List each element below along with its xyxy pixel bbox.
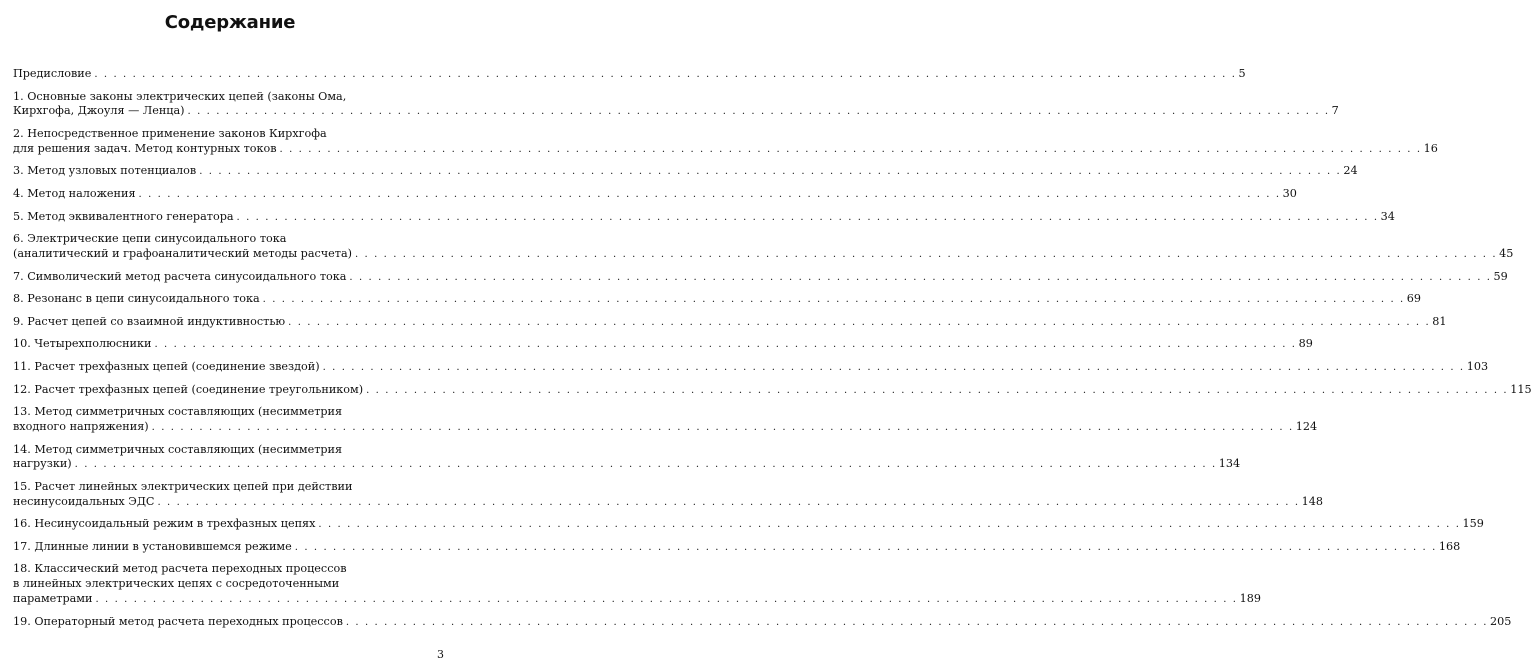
toc-entry-page: 103 <box>1466 359 1489 373</box>
dot-leader: . . . . . . . . . . . . . . . . . . . . . . . . . . . . . . . . . . . . . . . . . . . . . . . . . . . . . . . . . . . . . . . . . . . . . . . . . . . . . . . . . . . . . . . . . . . . . . . . . . . . . . . . . . . . . . . . . . . . . . . . <box>366 384 1509 396</box>
toc-entry-page: 159 <box>1462 517 1484 531</box>
toc-entry-title-line: 13. Метод симметричных составляющих (несимметрия <box>13 405 343 419</box>
toc-entry-title-line: 17. Длинные линии в установившемся режиме <box>13 539 292 553</box>
toc-entry[interactable] <box>13 232 1514 263</box>
dot-leader: . . . . . . . . . . . . . . . . . . . . . . . . . . . . . . . . . . . . . . . . . . . . . . . . . . . . . . . . . . . . . . . . . . . . . . . . . . . . . . . . . . . . . . . . . . . . . . . . . . . . . . . . . . . . . . . . . . . . . . . . <box>95 594 1238 606</box>
toc-entry[interactable] <box>13 269 1508 286</box>
toc-entry-page: 5 <box>1238 67 1246 80</box>
toc-entry-title-line: 3. Метод узловых потенциалов <box>13 164 197 178</box>
dot-leader: . . . . . . . . . . . . . . . . . . . . . . . . . . . . . . . . . . . . . . . . . . . . . . . . . . . . . . . . . . . . . . . . . . . . . . . . . . . . . . . . . . . . . . . . . . . . . . . . . . . . . . . . . . . . . . . . . . . . . . . . <box>74 459 1217 471</box>
toc-entry[interactable] <box>13 292 1422 308</box>
toc-entry-title-line: 19. Операторный метод расчета переходных процессов <box>13 614 343 628</box>
dot-leader: . . . . . . . . . . . . . . . . . . . . . . . . . . . . . . . . . . . . . . . . . . . . . . . . . . . . . . . . . . . . . . . . . . . . . . . . . . . . . . . . . . . . . . . . . . . . . . . . . . . . . . . . . . . . . . . . . . . . . . . . <box>157 496 1300 508</box>
toc-entry[interactable] <box>13 359 1489 376</box>
toc-entry-page: 59 <box>1493 269 1508 283</box>
toc-entry-title-line: параметрами <box>13 592 93 606</box>
toc-entry-page: 189 <box>1239 592 1261 606</box>
toc-entry-title-line: 2. Непосредственное применение законов Кирхгофа <box>13 126 327 140</box>
toc-entry[interactable] <box>13 405 1318 436</box>
toc-entry-page: 205 <box>1490 614 1512 628</box>
toc-entry-title-line: 18. Классический метод расчета переходных процессов <box>13 562 347 576</box>
toc-entry[interactable] <box>13 442 1241 474</box>
toc-entry-page: 134 <box>1218 457 1241 471</box>
dot-leader: . . . . . . . . . . . . . . . . . . . . . . . . . . . . . . . . . . . . . . . . . . . . . . . . . . . . . . . . . . . . . . . . . . . . . . . . . . . . . . . . . . . . . . . . . . . . . . . . . . . . . . . . . . . . . . . . . . . . . . . . <box>345 616 1488 628</box>
toc-entry-title-line: 4. Метод наложения <box>13 186 136 200</box>
dot-leader: . . . . . . . . . . . . . . . . . . . . . . . . . . . . . . . . . . . . . . . . . . . . . . . . . . . . . . . . . . . . . . . . . . . . . . . . . . . . . . . . . . . . . . . . . . . . . . . . . . . . . . . . . . . . . . . . . . . . . . . . <box>318 519 1461 531</box>
dot-leader: . . . . . . . . . . . . . . . . . . . . . . . . . . . . . . . . . . . . . . . . . . . . . . . . . . . . . . . . . . . . . . . . . . . . . . . . . . . . . . . . . . . . . . . . . . . . . . . . . . . . . . . . . . . . . . . . . . . . . . . . <box>279 143 1422 155</box>
dot-leader: . . . . . . . . . . . . . . . . . . . . . . . . . . . . . . . . . . . . . . . . . . . . . . . . . . . . . . . . . . . . . . . . . . . . . . . . . . . . . . . . . . . . . . . . . . . . . . . . . . . . . . . . . . . . . . . . . . . . . . . . <box>262 294 1405 306</box>
toc-entry-title-line: 9. Расчет цепей со взаимной индуктивностью <box>13 314 286 328</box>
page-number: 3 <box>437 648 444 661</box>
toc-entry-page: 16 <box>1423 141 1438 155</box>
toc-entry-title-line: несинусоидальных ЭДС <box>13 494 155 508</box>
dot-leader: . . . . . . . . . . . . . . . . . . . . . . . . . . . . . . . . . . . . . . . . . . . . . . . . . . . . . . . . . . . . . . . . . . . . . . . . . . . . . . . . . . . . . . . . . . . . . . . . . . . . . . . . . . . . . . . . . . . . . . . . <box>288 316 1431 328</box>
toc-entry[interactable] <box>13 382 1532 399</box>
toc-entry-title-line: 10. Четырехполюсники <box>13 337 152 351</box>
dot-leader: . . . . . . . . . . . . . . . . . . . . . . . . . . . . . . . . . . . . . . . . . . . . . . . . . . . . . . . . . . . . . . . . . . . . . . . . . . . . . . . . . . . . . . . . . . . . . . . . . . . . . . . . . . . . . . . . . . . . . . . . <box>236 211 1379 223</box>
dot-leader: . . . . . . . . . . . . . . . . . . . . . . . . . . . . . . . . . . . . . . . . . . . . . . . . . . . . . . . . . . . . . . . . . . . . . . . . . . . . . . . . . . . . . . . . . . . . . . . . . . . . . . . . . . . . . . . . . . . . . . . . <box>94 69 1237 80</box>
toc-entry-title-line: 14. Метод симметричных составляющих (несимметрия <box>13 442 343 456</box>
toc-entry-title-line: Предисловие <box>13 67 92 80</box>
dot-leader: . . . . . . . . . . . . . . . . . . . . . . . . . . . . . . . . . . . . . . . . . . . . . . . . . . . . . . . . . . . . . . . . . . . . . . . . . . . . . . . . . . . . . . . . . . . . . . . . . . . . . . . . . . . . . . . . . . . . . . . . <box>294 541 1437 553</box>
dot-leader: . . . . . . . . . . . . . . . . . . . . . . . . . . . . . . . . . . . . . . . . . . . . . . . . . . . . . . . . . . . . . . . . . . . . . . . . . . . . . . . . . . . . . . . . . . . . . . . . . . . . . . . . . . . . . . . . . . . . . . . . <box>187 106 1330 118</box>
toc-entry-title-line: (аналитический и графоаналитический методы расчета) <box>13 246 352 260</box>
page-title: Содержание <box>164 12 296 33</box>
dot-leader: . . . . . . . . . . . . . . . . . . . . . . . . . . . . . . . . . . . . . . . . . . . . . . . . . . . . . . . . . . . . . . . . . . . . . . . . . . . . . . . . . . . . . . . . . . . . . . . . . . . . . . . . . . . . . . . . . . . . . . . . <box>138 188 1281 200</box>
toc-entry-page: 168 <box>1438 539 1461 553</box>
toc-entry-title-line: Кирхгофа, Джоуля — Ленца) <box>13 104 185 118</box>
toc-entry-title-line: для решения задач. Метод контурных токов <box>13 141 277 155</box>
dot-leader: . . . . . . . . . . . . . . . . . . . . . . . . . . . . . . . . . . . . . . . . . . . . . . . . . . . . . . . . . . . . . . . . . . . . . . . . . . . . . . . . . . . . . . . . . . . . . . . . . . . . . . . . . . . . . . . . . . . . . . . . <box>322 361 1465 373</box>
toc-entry-title-line: 8. Резонанс в цепи синусоидального тока <box>13 292 260 306</box>
toc-entry[interactable] <box>13 89 1339 121</box>
toc-entry-title-line: 7. Символический метод расчета синусоидального тока <box>13 269 347 283</box>
toc-entry-page: 69 <box>1406 292 1422 306</box>
toc-entry-title-line: 6. Электрические цепи синусоидального тока <box>13 232 287 246</box>
toc-entry[interactable] <box>13 614 1512 631</box>
toc-entry[interactable] <box>13 539 1461 556</box>
toc-entry-page: 148 <box>1301 494 1323 508</box>
toc-entry[interactable] <box>13 67 1246 83</box>
dot-leader: . . . . . . . . . . . . . . . . . . . . . . . . . . . . . . . . . . . . . . . . . . . . . . . . . . . . . . . . . . . . . . . . . . . . . . . . . . . . . . . . . . . . . . . . . . . . . . . . . . . . . . . . . . . . . . . . . . . . . . . . <box>199 166 1342 178</box>
toc-entry-page: 124 <box>1295 419 1318 433</box>
toc-entry-title-line: нагрузки) <box>13 457 72 471</box>
toc-entry[interactable] <box>13 314 1447 331</box>
toc-entry-page: 7 <box>1331 104 1339 118</box>
toc-entry-page: 24 <box>1343 164 1358 178</box>
toc-entry[interactable] <box>13 186 1297 203</box>
toc-entry-title-line: 16. Несинусоидальный режим в трехфазных цепях <box>13 517 316 531</box>
toc-entry-title-line: входного напряжения) <box>13 419 149 433</box>
toc-entry-page: 81 <box>1432 314 1447 328</box>
toc-entry-page: 30 <box>1282 186 1297 200</box>
toc-entry[interactable] <box>13 164 1358 180</box>
table-of-contents <box>13 67 1532 637</box>
toc-entry-title-line: в линейных электрических цепях с сосредоточенными <box>13 577 340 591</box>
toc-entry[interactable] <box>13 209 1395 226</box>
dot-leader: . . . . . . . . . . . . . . . . . . . . . . . . . . . . . . . . . . . . . . . . . . . . . . . . . . . . . . . . . . . . . . . . . . . . . . . . . . . . . . . . . . . . . . . . . . . . . . . . . . . . . . . . . . . . . . . . . . . . . . . . <box>349 271 1492 283</box>
toc-entry-page: 115 <box>1510 382 1532 396</box>
toc-entry-page: 34 <box>1380 209 1395 223</box>
toc-entry-page: 89 <box>1298 337 1313 351</box>
toc-entry-title-line: 1. Основные законы электрических цепей (законы Ома, <box>13 89 347 103</box>
toc-entry-title-line: 5. Метод эквивалентного генератора <box>13 209 234 223</box>
toc-entry[interactable] <box>13 517 1484 533</box>
toc-entry-title-line: 15. Расчет линейных электрических цепей при действии <box>13 479 353 493</box>
toc-entry-title-line: 11. Расчет трехфазных цепей (соединение звездой) <box>13 359 320 373</box>
toc-entry[interactable] <box>13 337 1313 353</box>
dot-leader: . . . . . . . . . . . . . . . . . . . . . . . . . . . . . . . . . . . . . . . . . . . . . . . . . . . . . . . . . . . . . . . . . . . . . . . . . . . . . . . . . . . . . . . . . . . . . . . . . . . . . . . . . . . . . . . . . . . . . . . . <box>154 339 1297 351</box>
toc-entry-page: 45 <box>1499 246 1514 260</box>
dot-leader: . . . . . . . . . . . . . . . . . . . . . . . . . . . . . . . . . . . . . . . . . . . . . . . . . . . . . . . . . . . . . . . . . . . . . . . . . . . . . . . . . . . . . . . . . . . . . . . . . . . . . . . . . . . . . . . . . . . . . . . . <box>355 248 1498 260</box>
dot-leader: . . . . . . . . . . . . . . . . . . . . . . . . . . . . . . . . . . . . . . . . . . . . . . . . . . . . . . . . . . . . . . . . . . . . . . . . . . . . . . . . . . . . . . . . . . . . . . . . . . . . . . . . . . . . . . . . . . . . . . . . <box>151 421 1294 433</box>
toc-entry[interactable] <box>13 126 1438 158</box>
toc-entry[interactable] <box>13 562 1261 607</box>
toc-entry-title-line: 12. Расчет трехфазных цепей (соединение треугольником) <box>13 382 364 396</box>
toc-entry[interactable] <box>13 479 1323 511</box>
